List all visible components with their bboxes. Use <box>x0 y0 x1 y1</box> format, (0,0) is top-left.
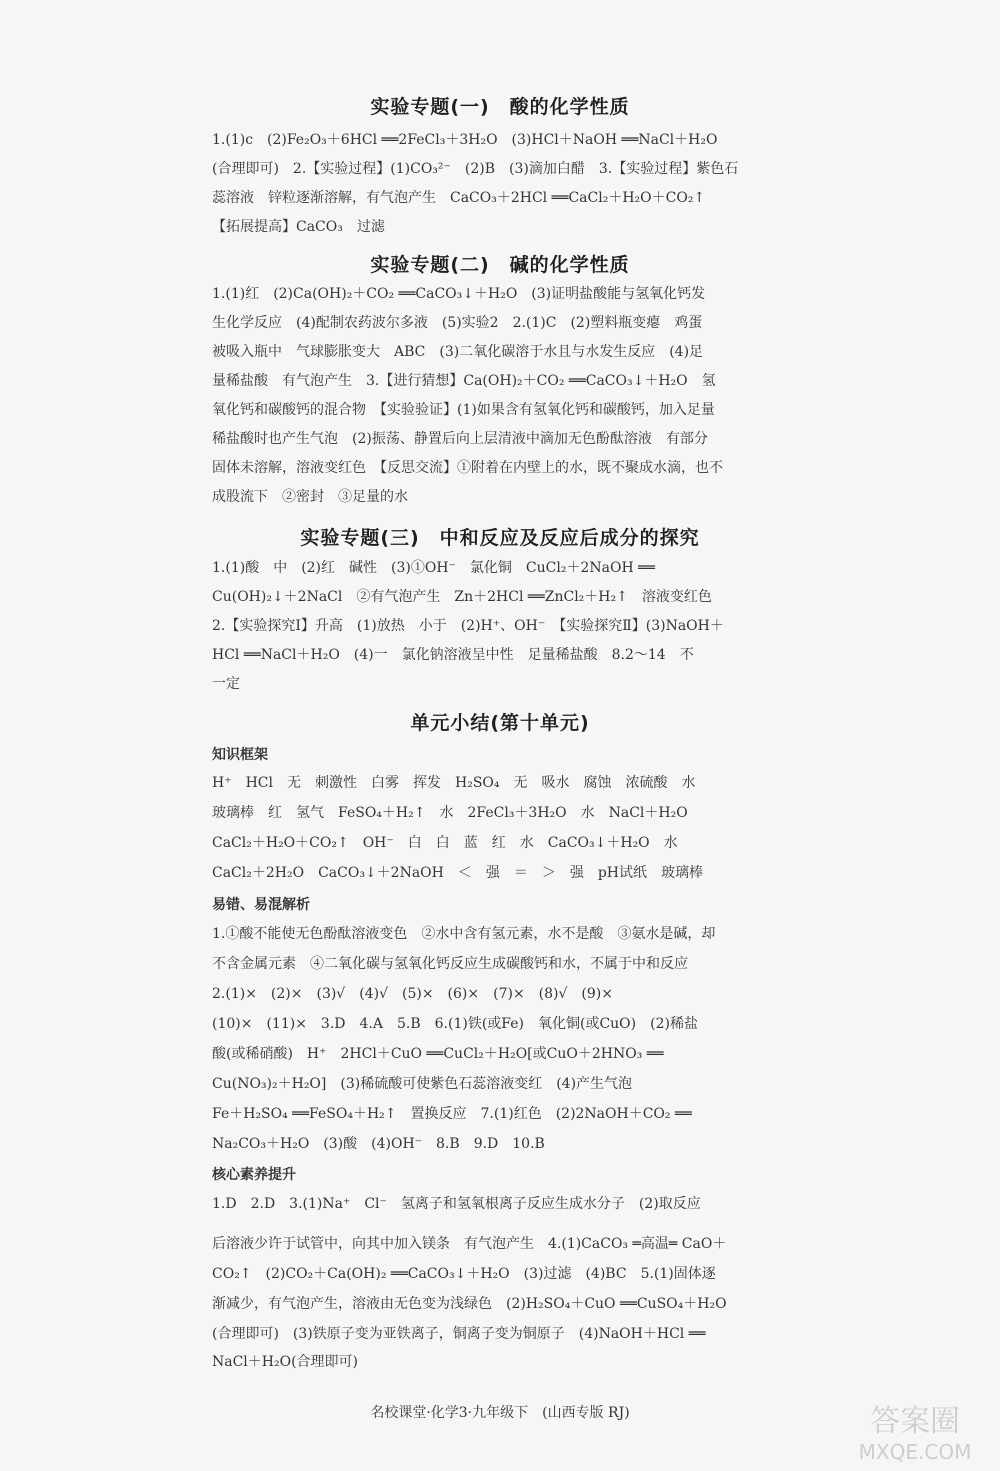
section-title-4: 单元小结(第十单元) <box>410 712 590 734</box>
text-line: 1.(1)酸 中 (2)红 碱性 (3)①OH⁻ 氯化铜 CuCl₂＋2NaOH ══ <box>212 560 655 576</box>
text-line: Fe＋H₂SO₄ ══FeSO₄＋H₂↑ 置换反应 7.(1)红色 (2)2NaOH＋CO₂ ══ <box>212 1106 692 1122</box>
text-line: Cu(NO₃)₂＋H₂O] (3)稀硫酸可使紫色石蕊溶液变红 (4)产生气泡 <box>212 1076 633 1092</box>
text-line: HCl ══NaCl＋H₂O (4)一 氯化钠溶液呈中性 足量稀盐酸 8.2～14 不 <box>212 647 694 663</box>
text-line: 不含金属元素 ④二氧化碳与氢氧化钙反应生成碳酸钙和水，不属于中和反应 <box>212 956 688 972</box>
text-line: 1.D 2.D 3.(1)Na⁺ Cl⁻ 氢离子和氢氧根离子反应生成水分子 (2)取反应 <box>212 1196 701 1212</box>
text-line: 2.【实验探究Ⅰ】升高 (1)放热 小于 (2)H⁺、OH⁻ 【实验探究Ⅱ】(3)NaOH＋ <box>212 618 724 634</box>
text-line: 渐减少，有气泡产生，溶液由无色变为浅绿色 (2)H₂SO₄＋CuO ══CuSO₄＋H₂O <box>212 1296 727 1312</box>
text-line: 一定 <box>212 676 240 692</box>
page-footer: 名校课堂·化学3·九年级下 (山西专版 RJ) <box>370 1405 630 1421</box>
text-line: 生化学反应 (4)配制农药波尔多液 (5)实验2 2.(1)C (2)塑料瓶变瘪 鸡蛋 <box>212 315 703 331</box>
text-line: NaCl＋H₂O(合理即可) <box>212 1354 359 1370</box>
text-line: 2.(1)× (2)× (3)√ (4)√ (5)× (6)× (7)× (8)√ (9)× <box>212 986 613 1002</box>
text-line: 稀盐酸时也产生气泡 (2)振荡、静置后向上层清液中滴加无色酚酞溶液 有部分 <box>212 431 708 447</box>
text-line: CaCl₂＋H₂O＋CO₂↑ OH⁻ 白 白 蓝 红 水 CaCO₃↓＋H₂O 水 <box>212 835 678 851</box>
section-title-2: 实验专题(二) 碱的化学性质 <box>370 254 630 276</box>
section-title-3: 实验专题(三) 中和反应及反应后成分的探究 <box>300 527 700 549</box>
text-line: 后溶液少许于试管中，向其中加入镁条 有气泡产生 4.(1)CaCO₃ ═高温═ CaO＋ <box>212 1236 727 1252</box>
text-line: 蕊溶液 锌粒逐渐溶解，有气泡产生 CaCO₃＋2HCl ══CaCl₂＋H₂O＋CO₂↑ <box>212 190 706 206</box>
text-line: 酸(或稀硝酸) H⁺ 2HCl＋CuO ══CuCl₂＋H₂O[或CuO＋2HNO₃ ══ <box>212 1046 664 1062</box>
text-line: 被吸入瓶中 气球膨胀变大 ABC (3)二氧化碳溶于水且与水发生反应 (4)足 <box>212 344 704 360</box>
text-line: (合理即可) 2.【实验过程】(1)CO₃²⁻ (2)B (3)滴加白醋 3.【实验过程】紫色石 <box>212 161 739 177</box>
watermark-logo <box>840 1395 990 1465</box>
text-line: 成股流下 ②密封 ③足量的水 <box>212 489 408 505</box>
text-line: 玻璃棒 红 氢气 FeSO₄＋H₂↑ 水 2FeCl₃＋3H₂O 水 NaCl＋H₂O <box>212 805 688 821</box>
watermark-bottom-text: MXQE.COM <box>858 1440 972 1464</box>
text-line: (合理即可) (3)铁原子变为亚铁离子，铜离子变为铜原子 (4)NaOH＋HCl ══ <box>212 1326 706 1342</box>
text-line: 【拓展提高】CaCO₃ 过滤 <box>212 219 385 235</box>
text-line: Na₂CO₃＋H₂O (3)酸 (4)OH⁻ 8.B 9.D 10.B <box>212 1136 545 1152</box>
text-line: CaCl₂＋2H₂O CaCO₃↓＋2NaOH ＜ 强 ＝ ＞ 强 pH试纸 玻璃棒 <box>212 865 704 881</box>
text-line: 氧化钙和碳酸钙的混合物 【实验验证】(1)如果含有氢氧化钙和碳酸钙，加入足量 <box>212 402 715 418</box>
watermark-top-text: 答案圈 <box>870 1404 960 1439</box>
subsection-label: 核心素养提升 <box>212 1167 296 1183</box>
text-line: H⁺ HCl 无 刺激性 白雾 挥发 H₂SO₄ 无 吸水 腐蚀 浓硫酸 水 <box>212 775 696 791</box>
text-line: (10)× (11)× 3.D 4.A 5.B 6.(1)铁(或Fe) 氧化铜(或CuO) (2)稀盐 <box>212 1016 698 1032</box>
text-line: 量稀盐酸 有气泡产生 3.【进行猜想】Ca(OH)₂＋CO₂ ══CaCO₃↓＋H₂O 氢 <box>212 373 716 389</box>
subsection-label: 知识框架 <box>212 747 268 763</box>
text-line: Cu(OH)₂↓＋2NaCl ②有气泡产生 Zn＋2HCl ══ZnCl₂＋H₂↑ 溶液变红色 <box>212 589 712 605</box>
text-line: 1.(1)红 (2)Ca(OH)₂＋CO₂ ══CaCO₃↓＋H₂O (3)证明盐酸能与氢氧化钙发 <box>212 286 706 302</box>
text-line: 1.(1)c (2)Fe₂O₃＋6HCl ══2FeCl₃＋3H₂O (3)HCl＋NaOH ══NaCl＋H₂O <box>212 132 718 148</box>
section-title-1: 实验专题(一) 酸的化学性质 <box>370 96 630 118</box>
text-line: 固体未溶解，溶液变红色 【反思交流】①附着在内壁上的水，既不聚成水滴，也不 <box>212 460 723 476</box>
text-line: 1.①酸不能使无色酚酞溶液变色 ②水中含有氢元素，水不是酸 ③氨水是碱，却 <box>212 926 716 942</box>
text-line: CO₂↑ (2)CO₂＋Ca(OH)₂ ══CaCO₃↓＋H₂O (3)过滤 (4)BC 5.(1)固体逐 <box>212 1266 716 1282</box>
subsection-label: 易错、易混解析 <box>212 897 310 913</box>
